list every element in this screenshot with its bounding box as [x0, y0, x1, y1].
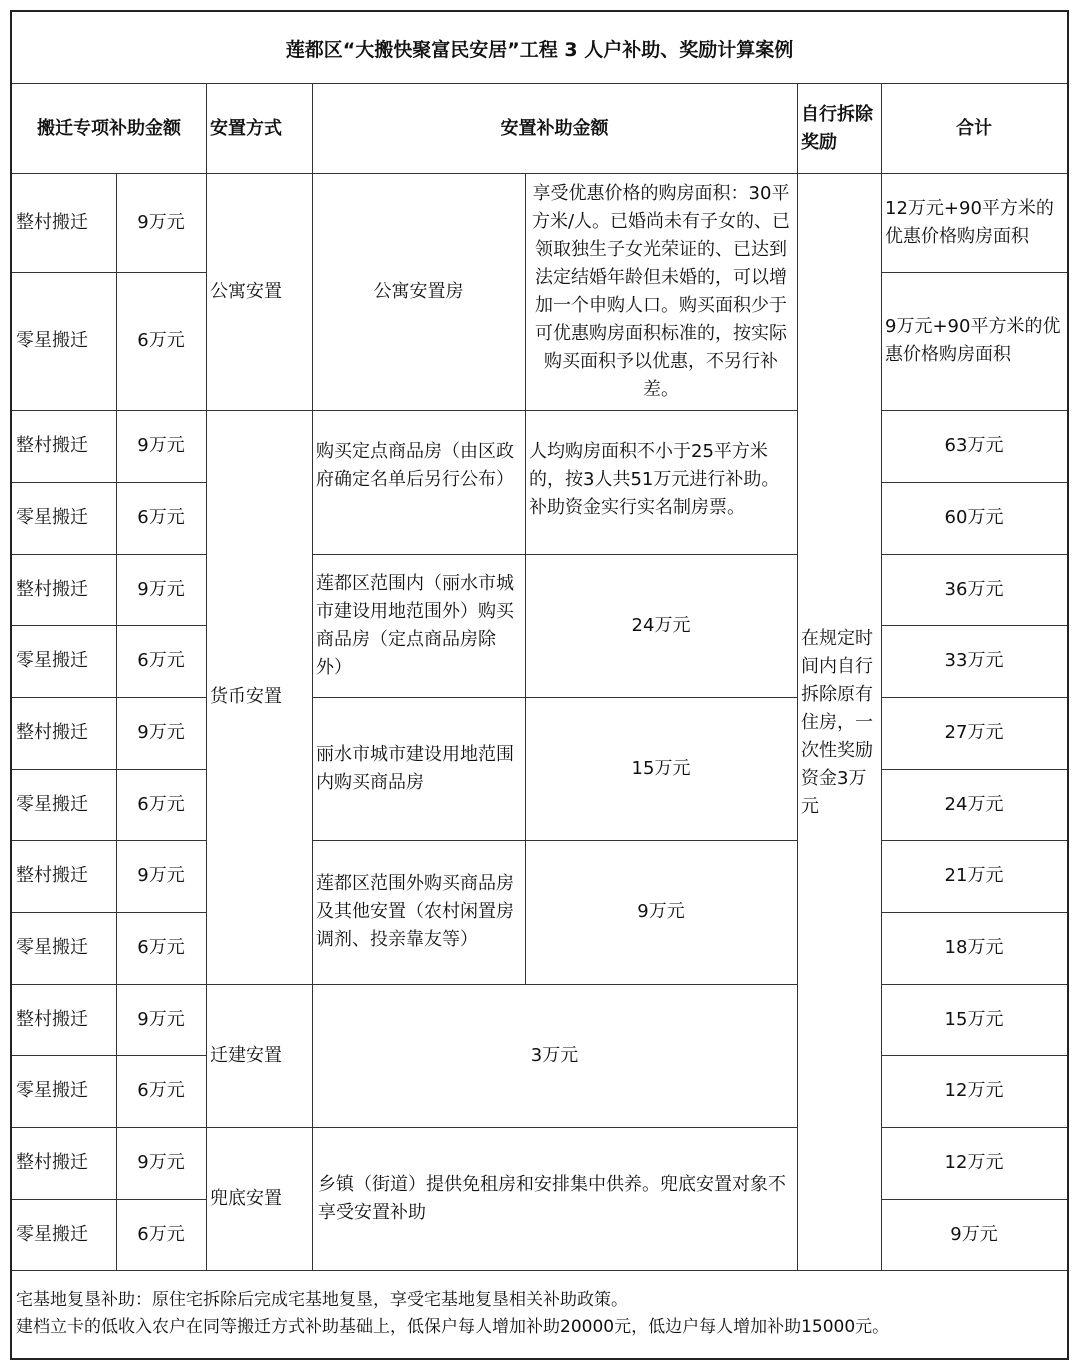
grid-line	[881, 1199, 1067, 1200]
grid-line	[12, 1199, 206, 1200]
grid-line	[881, 1127, 1067, 1128]
relocation-type-cell: 零星搬迁	[16, 507, 88, 528]
grid-line	[12, 1127, 206, 1128]
total-cell: 18万元	[944, 937, 1004, 958]
currency-option-desc: 购买定点商品房（由区政府确定名单后另行公布）	[316, 441, 514, 490]
currency-option-amount: 24万元	[631, 614, 691, 636]
total-cell: 9万元	[950, 1224, 998, 1245]
currency-option-desc: 莲都区范围内（丽水市城市建设用地范围外）购买商品房（定点商品房除外）	[316, 572, 514, 678]
relocation-type-cell: 零星搬迁	[16, 937, 88, 958]
total-cell: 12万元	[944, 1152, 1004, 1173]
total-cell: 27万元	[944, 722, 1004, 743]
grid-line	[12, 173, 1067, 174]
grid-line	[312, 84, 313, 1271]
grid-line	[797, 84, 798, 1271]
special-amount-cell: 9万元	[137, 1008, 185, 1030]
special-amount-cell: 6万元	[137, 507, 185, 528]
grid-line	[312, 1127, 797, 1128]
grid-line	[881, 554, 1067, 555]
footer-line-1: 宅基地复垦补助：原住宅拆除后完成宅基地复垦，享受宅基地复垦相关补助政策。	[16, 1290, 628, 1310]
relocation-type-cell: 整村搬迁	[16, 722, 88, 743]
grid-line	[312, 840, 797, 841]
special-amount-cell: 9万元	[137, 865, 185, 886]
total-cell: 15万元	[944, 1008, 1004, 1030]
grid-line	[312, 554, 797, 555]
grid-line	[12, 410, 206, 411]
grid-line	[881, 912, 1067, 913]
subsidy-table	[10, 10, 1069, 1360]
relocation-type-cell: 零星搬迁	[16, 1080, 88, 1101]
grid-line	[312, 984, 797, 985]
special-amount-cell: 9万元	[137, 435, 185, 456]
grid-line	[881, 625, 1067, 626]
header-special-subsidy: 搬迁专项补助金额	[37, 118, 181, 139]
total-cell: 21万元	[944, 865, 1004, 886]
grid-line	[312, 697, 797, 698]
total-cell: 60万元	[944, 507, 1004, 528]
total-cell: 9万元+90平方米的优惠价格购房面积	[885, 316, 1061, 365]
special-amount-cell: 6万元	[137, 1080, 185, 1101]
grid-line	[12, 1055, 206, 1056]
grid-line	[12, 912, 206, 913]
grid-line	[12, 1270, 1067, 1271]
fallback-desc: 乡镇（街道）提供免租房和安排集中供养。兜底安置对象不享受安置补助	[318, 1174, 786, 1223]
grid-line	[206, 1127, 312, 1128]
total-cell: 33万元	[944, 650, 1004, 671]
grid-line	[881, 840, 1067, 841]
grid-line	[881, 984, 1067, 985]
method-relocate-build: 迁建安置	[210, 1044, 282, 1066]
footer-line-2: 建档立卡的低收入农户在同等搬迁方式补助基础上，低保户每人增加补助20000元，低边户每人增加补助15000元。	[16, 1317, 890, 1337]
total-cell: 36万元	[944, 578, 1004, 600]
grid-line	[12, 984, 206, 985]
grid-line	[206, 984, 312, 985]
relocation-type-cell: 整村搬迁	[16, 1008, 88, 1030]
special-amount-cell: 6万元	[137, 1224, 185, 1245]
relocation-type-cell: 整村搬迁	[16, 578, 88, 600]
grid-line	[206, 410, 312, 411]
relocation-type-cell: 零星搬迁	[16, 793, 88, 815]
grid-line	[881, 769, 1067, 770]
grid-line	[12, 554, 206, 555]
grid-line	[881, 1055, 1067, 1056]
total-cell: 12万元+90平方米的优惠价格购房面积	[885, 198, 1054, 247]
relocation-type-cell: 整村搬迁	[16, 865, 88, 886]
grid-line	[881, 697, 1067, 698]
special-amount-cell: 9万元	[137, 212, 185, 233]
special-amount-cell: 6万元	[137, 650, 185, 671]
apartment-type: 公寓安置房	[373, 281, 464, 302]
total-cell: 63万元	[944, 435, 1004, 456]
grid-line	[525, 174, 526, 984]
currency-option-amount: 9万元	[637, 901, 685, 922]
grid-line	[881, 482, 1067, 483]
currency-option-amount: 人均购房面积不小于25平方米的，按3人共51万元进行补助。补助资金实行实名制房票。	[529, 441, 780, 518]
table-title: 莲都区“大搬快聚富民安居”工程 3 人户补助、奖励计算案例	[285, 38, 794, 61]
special-amount-cell: 6万元	[137, 330, 185, 351]
relocation-type-cell: 零星搬迁	[16, 1224, 88, 1245]
grid-line	[12, 625, 206, 626]
grid-line	[881, 84, 882, 1271]
header-self-demolish: 自行拆除奖励	[801, 104, 873, 153]
grid-line	[881, 410, 1067, 411]
special-amount-cell: 9万元	[137, 1152, 185, 1173]
relocate-build-amount: 3万元	[530, 1044, 579, 1066]
currency-option-desc: 丽水市城市建设用地范围内购买商品房	[316, 743, 514, 793]
self-demolish-reward: 在规定时间内自行拆除原有住房，一次性奖励资金3万元	[801, 627, 873, 817]
grid-line	[12, 83, 1067, 84]
special-amount-cell: 6万元	[137, 793, 185, 815]
total-cell: 24万元	[944, 793, 1004, 815]
grid-line	[12, 769, 206, 770]
header-placement-method: 安置方式	[210, 118, 282, 139]
method-apartment: 公寓安置	[210, 281, 282, 302]
special-amount-cell: 9万元	[137, 722, 185, 743]
apartment-detail: 享受优惠价格的购房面积：30平方米/人。已婚尚未有子女的、已领取独生子女光荣证的、已达到法定结婚年龄但未婚的，可以增加一个申购人口。购买面积少于可优惠购房面积标准的，按实际购买面积予以优惠，不另行补差。	[531, 183, 791, 400]
relocation-type-cell: 零星搬迁	[16, 650, 88, 671]
total-cell: 12万元	[944, 1080, 1004, 1101]
relocation-type-cell: 整村搬迁	[16, 435, 88, 456]
method-currency: 货币安置	[210, 686, 282, 707]
special-amount-cell: 6万元	[137, 937, 185, 958]
header-total: 合计	[956, 118, 992, 139]
special-amount-cell: 9万元	[137, 578, 185, 600]
grid-line	[12, 272, 206, 273]
header-placement-subsidy: 安置补助金额	[500, 118, 609, 139]
footer-notes	[12, 1271, 1067, 1358]
currency-option-desc: 莲都区范围外购买商品房及其他安置（农村闲置房调剂、投亲靠友等）	[316, 873, 514, 950]
grid-line	[116, 174, 117, 1271]
grid-line	[12, 840, 206, 841]
grid-line	[312, 410, 797, 411]
relocation-type-cell: 整村搬迁	[16, 1152, 88, 1173]
relocation-type-cell: 零星搬迁	[16, 330, 88, 351]
currency-option-amount: 15万元	[631, 757, 691, 779]
grid-line	[881, 272, 1067, 273]
method-fallback: 兜底安置	[210, 1188, 282, 1209]
grid-line	[206, 84, 207, 1271]
relocation-type-cell: 整村搬迁	[16, 212, 88, 233]
grid-line	[12, 482, 206, 483]
grid-line	[12, 697, 206, 698]
